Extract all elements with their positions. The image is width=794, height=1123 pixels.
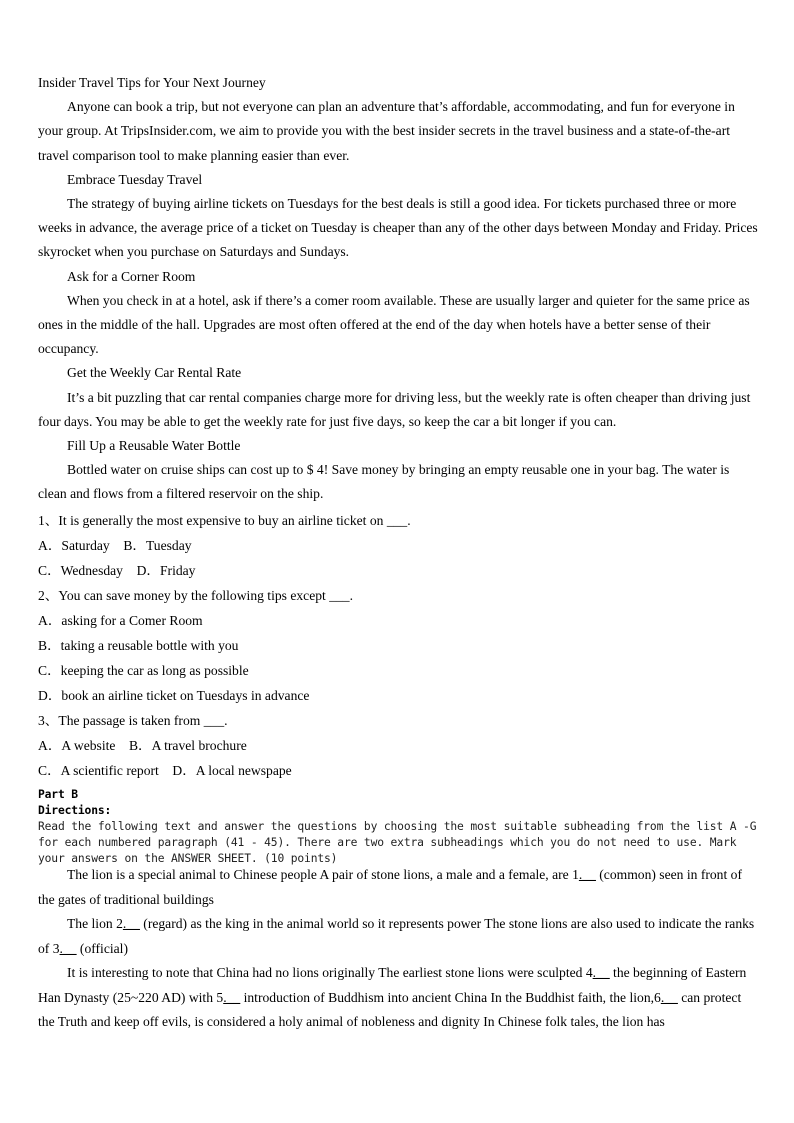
blank: .__ [592,965,610,980]
lion-paragraph-2 [38,912,758,961]
option-line: A．asking for a Comer Room [38,613,203,628]
section-heading: Get the Weekly Car Rental Rate [67,365,242,381]
blank: .__ [59,940,77,956]
option-line: C．Wednesday D．Friday [38,563,196,578]
option-line: C．A scientific report D．A local newspape [38,763,292,778]
text: can protect the Truth and keep off evils, is considered a holy animal of nobleness and dignity In Chinese folk tales, the lion has [38,989,742,1029]
option-line: D．book an airline ticket on Tuesdays in advance [38,688,310,703]
text: The lion 2 [67,916,123,931]
part-b-title: Part B [38,788,78,801]
part-b-directions [38,787,768,867]
section-body: It’s a bit puzzling that car rental companies charge more for driving less, but the weekly rate is often cheaper than driving just four days. You may be able to get the weekly rate for just five days, so keep the car a bit longer if you can. [38,389,751,429]
option-line: B．taking a reusable bottle with you [38,638,239,653]
text: (official) [76,940,128,956]
intro-paragraph: Anyone can book a trip, but not everyone can plan an adventure that’s affordable, accommodating, and fun for everyone in your group. At TripsInsider.com, we aim to provide you with the best insider secrets in the travel business and a state-of-the-art travel comparison tool to make planning easier than ever. [38,99,735,163]
option-line: A．A website B．A travel brochure [38,738,247,753]
directions-label: Directions: [38,804,112,817]
text: introduction of Buddhism into ancient China In the Buddhist faith, the lion,6 [240,989,661,1005]
text: (common) seen in front of the gates of traditional buildings [38,867,742,907]
question-stem: 3、The passage is taken from ___. [38,713,228,728]
question-stem: 2、You can save money by the following tips except ___. [38,588,354,603]
option-line: C．keeping the car as long as possible [38,663,249,678]
text: It is interesting to note that China had no lions originally The earliest stone lions were sculpted 4 [67,965,593,980]
lion-paragraph-3 [38,961,758,1035]
passage [38,71,758,507]
question-stem: 1、It is generally the most expensive to buy an airline ticket on ___. [38,513,411,528]
section-heading: Embrace Tuesday Travel [67,171,203,187]
blank: .__ [223,989,241,1005]
section-body: Bottled water on cruise ships can cost up to $ 4! Save money by bringing an empty reusable one in your bag. The water is clean and flows from a filtered reservoir on the ship. [38,462,730,502]
questions [38,508,758,783]
section-heading: Fill Up a Reusable Water Bottle [67,438,241,454]
section-heading: Ask for a Corner Room [67,268,196,284]
text: the beginning of Eastern Han Dynasty (25~220 AD) with 5 [38,965,747,1005]
blank: .__ [578,867,596,882]
section-body: When you check in at a hotel, ask if there’s a comer room available. These are usually larger and quieter for the same price as ones in the middle of the hall. Upgrades are most often offered at the end of the day when hotels have a better sense of their occupancy. [38,292,750,357]
text: The lion is a special animal to Chinese people A pair of stone lions, a male and a female, are 1 [67,867,579,882]
blank: .__ [122,916,140,931]
text: (regard) as the king in the animal world so it represents power The stone lions are also used to indicate the ranks of 3 [38,916,755,956]
option-line: A．Saturday B．Tuesday [38,538,192,553]
section-body: The strategy of buying airline tickets on Tuesdays for the best deals is still a good idea. For tickets purchased three or more weeks in advance, the average price of a ticket on Tuesday is cheaper than any of the other days between Monday and Friday. Prices skyrocket when you purchase on Saturdays and Sundays. [38,196,758,260]
passage-title: Insider Travel Tips for Your Next Journey [38,75,266,90]
blank: .__ [660,989,678,1005]
directions-text: Read the following text and answer the questions by choosing the most suitable subheading from the list A -G for each numbered paragraph (41 - 45). There are two extra subheadings which you do not need to use. Mark your answers on the ANSWER SHEET. (10 points) [38,820,757,865]
lion-paragraph-1 [38,863,758,912]
